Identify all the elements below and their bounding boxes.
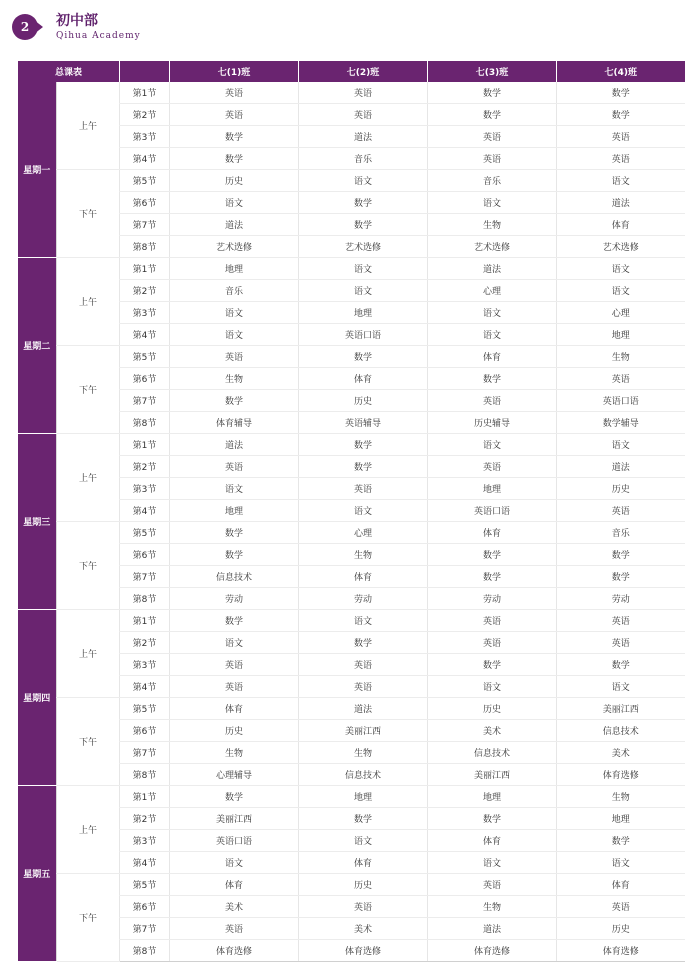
period-label: 第7节: [120, 566, 170, 588]
subject-cell: 美丽江西: [557, 698, 685, 720]
subject-cell: 数学: [557, 566, 685, 588]
table-row: [18, 170, 685, 192]
page-title: 初中部: [56, 13, 98, 29]
subject-cell: 体育辅导: [170, 412, 299, 434]
subject-cell: 劳动: [557, 588, 685, 610]
period-label: 第3节: [120, 302, 170, 324]
subject-cell: 英语: [557, 500, 685, 522]
half-day-label: 下午: [57, 346, 120, 434]
subject-cell: 道法: [428, 258, 557, 280]
subject-cell: 英语: [557, 632, 685, 654]
subject-cell: 英语: [299, 82, 428, 104]
period-label: 第2节: [120, 456, 170, 478]
subject-cell: 英语辅导: [299, 412, 428, 434]
subject-cell: 劳动: [299, 588, 428, 610]
subject-cell: 数学: [428, 566, 557, 588]
subject-cell: 心理辅导: [170, 764, 299, 786]
period-label: 第6节: [120, 720, 170, 742]
subject-cell: 语文: [428, 676, 557, 698]
subject-cell: 数学: [557, 82, 685, 104]
subject-cell: 数学: [428, 368, 557, 390]
period-label: 第8节: [120, 236, 170, 258]
subject-cell: 英语口语: [428, 500, 557, 522]
subject-cell: 英语: [170, 676, 299, 698]
header-cell-class-4: 七(4)班: [557, 61, 685, 82]
subject-cell: 语文: [428, 324, 557, 346]
subject-cell: 英语: [170, 918, 299, 940]
subject-cell: 道法: [299, 698, 428, 720]
period-label: 第2节: [120, 104, 170, 126]
subject-cell: 体育: [557, 214, 685, 236]
subject-cell: 数学: [428, 808, 557, 830]
subject-cell: 道法: [557, 456, 685, 478]
subject-cell: 地理: [299, 786, 428, 808]
subject-cell: 艺术选修: [428, 236, 557, 258]
subject-cell: 数学: [557, 654, 685, 676]
subject-cell: 英语: [428, 148, 557, 170]
period-label: 第5节: [120, 874, 170, 896]
timetable-body: [18, 82, 685, 962]
subject-cell: 生物: [557, 786, 685, 808]
subject-cell: 语文: [428, 434, 557, 456]
period-label: 第4节: [120, 676, 170, 698]
subject-cell: 地理: [557, 324, 685, 346]
subject-cell: 数学: [299, 346, 428, 368]
subject-cell: 英语: [299, 478, 428, 500]
day-label: 星期三: [18, 434, 57, 610]
subject-cell: 体育: [170, 874, 299, 896]
period-label: 第7节: [120, 918, 170, 940]
subject-cell: 语文: [299, 280, 428, 302]
subject-cell: 心理: [557, 302, 685, 324]
subject-cell: 体育: [170, 698, 299, 720]
period-label: 第8节: [120, 588, 170, 610]
half-day-label: 下午: [57, 698, 120, 786]
day-label: 星期一: [18, 82, 57, 258]
subject-cell: 历史: [299, 390, 428, 412]
table-row: [18, 346, 685, 368]
subject-cell: 语文: [557, 280, 685, 302]
subject-cell: 体育: [299, 566, 428, 588]
subject-cell: 生物: [557, 346, 685, 368]
period-label: 第1节: [120, 786, 170, 808]
subject-cell: 语文: [557, 852, 685, 874]
subject-cell: 数学: [299, 456, 428, 478]
subject-cell: 英语: [428, 390, 557, 412]
period-label: 第4节: [120, 148, 170, 170]
subject-cell: 美术: [170, 896, 299, 918]
subject-cell: 数学: [170, 786, 299, 808]
subject-cell: 英语: [557, 896, 685, 918]
subject-cell: 英语: [428, 126, 557, 148]
period-label: 第5节: [120, 698, 170, 720]
subject-cell: 数学: [299, 214, 428, 236]
period-label: 第7节: [120, 742, 170, 764]
subject-cell: 美术: [428, 720, 557, 742]
subject-cell: 地理: [170, 500, 299, 522]
subject-cell: 历史: [299, 874, 428, 896]
subject-cell: 道法: [557, 192, 685, 214]
subject-cell: 生物: [170, 742, 299, 764]
subject-cell: 信息技术: [299, 764, 428, 786]
subject-cell: 英语: [428, 632, 557, 654]
subject-cell: 英语: [299, 104, 428, 126]
subject-cell: 语文: [170, 192, 299, 214]
subject-cell: 历史: [170, 170, 299, 192]
subject-cell: 历史: [170, 720, 299, 742]
half-day-label: 上午: [57, 258, 120, 346]
subject-cell: 道法: [299, 126, 428, 148]
subject-cell: 音乐: [299, 148, 428, 170]
subject-cell: 生物: [428, 896, 557, 918]
subject-cell: 劳动: [170, 588, 299, 610]
subject-cell: 数学: [299, 632, 428, 654]
subject-cell: 体育: [557, 874, 685, 896]
subject-cell: 英语: [299, 654, 428, 676]
subject-cell: 生物: [428, 214, 557, 236]
subject-cell: 体育选修: [557, 764, 685, 786]
subject-cell: 数学: [428, 104, 557, 126]
subject-cell: 语文: [557, 170, 685, 192]
subject-cell: 信息技术: [428, 742, 557, 764]
subject-cell: 历史: [557, 478, 685, 500]
subject-cell: 语文: [170, 632, 299, 654]
subject-cell: 音乐: [428, 170, 557, 192]
subject-cell: 数学: [170, 544, 299, 566]
subject-cell: 音乐: [170, 280, 299, 302]
subject-cell: 生物: [299, 742, 428, 764]
subject-cell: 语文: [299, 258, 428, 280]
subject-cell: 数学: [170, 390, 299, 412]
subject-cell: 艺术选修: [170, 236, 299, 258]
table-row: [18, 522, 685, 544]
subject-cell: 体育选修: [299, 940, 428, 962]
subject-cell: 数学: [170, 126, 299, 148]
subject-cell: 英语: [557, 368, 685, 390]
subject-cell: 美术: [557, 742, 685, 764]
subject-cell: 艺术选修: [557, 236, 685, 258]
subject-cell: 信息技术: [170, 566, 299, 588]
subject-cell: 体育选修: [170, 940, 299, 962]
subject-cell: 地理: [428, 786, 557, 808]
subject-cell: 英语口语: [299, 324, 428, 346]
section-number-badge: 2: [12, 14, 38, 40]
period-label: 第6节: [120, 544, 170, 566]
subject-cell: 数学: [428, 82, 557, 104]
period-label: 第5节: [120, 346, 170, 368]
header-cell-class-3: 七(3)班: [428, 61, 557, 82]
subject-cell: 生物: [299, 544, 428, 566]
subject-cell: 语文: [557, 676, 685, 698]
subject-cell: 数学: [170, 610, 299, 632]
subject-cell: 英语: [428, 610, 557, 632]
subject-cell: 心理: [428, 280, 557, 302]
subject-cell: 地理: [170, 258, 299, 280]
half-day-label: 下午: [57, 522, 120, 610]
subject-cell: 历史: [428, 698, 557, 720]
period-label: 第5节: [120, 522, 170, 544]
period-label: 第8节: [120, 764, 170, 786]
half-day-label: 上午: [57, 434, 120, 522]
period-label: 第3节: [120, 830, 170, 852]
header-cell-class-2: 七(2)班: [299, 61, 428, 82]
table-row: [18, 434, 685, 456]
period-label: 第2节: [120, 808, 170, 830]
subject-cell: 英语: [170, 82, 299, 104]
subject-cell: 美丽江西: [299, 720, 428, 742]
half-day-label: 下午: [57, 170, 120, 258]
subject-cell: 艺术选修: [299, 236, 428, 258]
subject-cell: 美丽江西: [428, 764, 557, 786]
subject-cell: 道法: [170, 214, 299, 236]
subject-cell: 语文: [299, 500, 428, 522]
period-label: 第3节: [120, 654, 170, 676]
subject-cell: 语文: [299, 830, 428, 852]
subject-cell: 语文: [299, 610, 428, 632]
period-label: 第7节: [120, 390, 170, 412]
table-row: [18, 786, 685, 808]
subject-cell: 语文: [170, 302, 299, 324]
subject-cell: 地理: [428, 478, 557, 500]
day-label: 星期四: [18, 610, 57, 786]
subject-cell: 数学: [428, 544, 557, 566]
subject-cell: 体育: [428, 346, 557, 368]
subject-cell: 信息技术: [557, 720, 685, 742]
subject-cell: 英语: [428, 874, 557, 896]
period-label: 第6节: [120, 192, 170, 214]
subject-cell: 英语: [170, 104, 299, 126]
subject-cell: 英语: [557, 126, 685, 148]
table-row: [18, 698, 685, 720]
subject-cell: 地理: [557, 808, 685, 830]
header-cell-overview: 总课表: [18, 61, 120, 82]
period-label: 第2节: [120, 280, 170, 302]
period-label: 第1节: [120, 258, 170, 280]
subject-cell: 语文: [170, 324, 299, 346]
subject-cell: 数学: [299, 434, 428, 456]
subject-cell: 体育: [299, 852, 428, 874]
table-row: [18, 610, 685, 632]
subject-cell: 数学: [170, 148, 299, 170]
subject-cell: 英语: [170, 456, 299, 478]
subject-cell: 数学: [299, 808, 428, 830]
period-label: 第3节: [120, 478, 170, 500]
subject-cell: 道法: [170, 434, 299, 456]
period-label: 第4节: [120, 852, 170, 874]
subject-cell: 体育: [299, 368, 428, 390]
half-day-label: 上午: [57, 610, 120, 698]
subject-cell: 生物: [170, 368, 299, 390]
timetable: [17, 61, 685, 962]
subject-cell: 历史辅导: [428, 412, 557, 434]
period-label: 第5节: [120, 170, 170, 192]
period-label: 第1节: [120, 82, 170, 104]
day-label: 星期五: [18, 786, 57, 962]
period-label: 第7节: [120, 214, 170, 236]
header-cell-class-1: 七(1)班: [170, 61, 299, 82]
subject-cell: 语文: [299, 170, 428, 192]
subject-cell: 体育: [428, 830, 557, 852]
period-label: 第8节: [120, 412, 170, 434]
half-day-label: 上午: [57, 786, 120, 874]
period-label: 第1节: [120, 434, 170, 456]
subject-cell: 数学: [170, 522, 299, 544]
subject-cell: 英语: [299, 896, 428, 918]
subject-cell: 语文: [557, 434, 685, 456]
subject-cell: 数学: [557, 830, 685, 852]
subject-cell: 道法: [428, 918, 557, 940]
half-day-label: 下午: [57, 874, 120, 962]
subject-cell: 语文: [428, 302, 557, 324]
subject-cell: 英语口语: [557, 390, 685, 412]
subject-cell: 英语口语: [170, 830, 299, 852]
subject-cell: 语文: [428, 192, 557, 214]
subject-cell: 数学: [557, 104, 685, 126]
subject-cell: 历史: [557, 918, 685, 940]
subject-cell: 英语: [557, 610, 685, 632]
subject-cell: 英语: [170, 346, 299, 368]
subject-cell: 数学: [428, 654, 557, 676]
table-row: [18, 874, 685, 896]
subject-cell: 语文: [428, 852, 557, 874]
subject-cell: 地理: [299, 302, 428, 324]
period-label: 第3节: [120, 126, 170, 148]
subject-cell: 英语: [428, 456, 557, 478]
subject-cell: 数学: [557, 544, 685, 566]
table-row: [18, 258, 685, 280]
subject-cell: 体育选修: [557, 940, 685, 962]
subject-cell: 语文: [170, 852, 299, 874]
period-label: 第6节: [120, 368, 170, 390]
table-header-row: [18, 61, 685, 82]
subject-cell: 英语: [299, 676, 428, 698]
header-cell-period: [120, 61, 170, 82]
subject-cell: 体育选修: [428, 940, 557, 962]
subject-cell: 劳动: [428, 588, 557, 610]
subject-cell: 美丽江西: [170, 808, 299, 830]
subject-cell: 数学: [299, 192, 428, 214]
period-label: 第2节: [120, 632, 170, 654]
subject-cell: 数学辅导: [557, 412, 685, 434]
subject-cell: 语文: [170, 478, 299, 500]
subject-cell: 体育: [428, 522, 557, 544]
period-label: 第4节: [120, 500, 170, 522]
period-label: 第4节: [120, 324, 170, 346]
badge-arrow-icon: [34, 20, 43, 34]
half-day-label: 上午: [57, 82, 120, 170]
subject-cell: 音乐: [557, 522, 685, 544]
page-subtitle: Qihua Academy: [56, 31, 141, 41]
subject-cell: 英语: [170, 654, 299, 676]
subject-cell: 语文: [557, 258, 685, 280]
subject-cell: 心理: [299, 522, 428, 544]
period-label: 第6节: [120, 896, 170, 918]
period-label: 第1节: [120, 610, 170, 632]
period-label: 第8节: [120, 940, 170, 962]
day-label: 星期二: [18, 258, 57, 434]
subject-cell: 美术: [299, 918, 428, 940]
subject-cell: 英语: [557, 148, 685, 170]
table-row: [18, 82, 685, 104]
